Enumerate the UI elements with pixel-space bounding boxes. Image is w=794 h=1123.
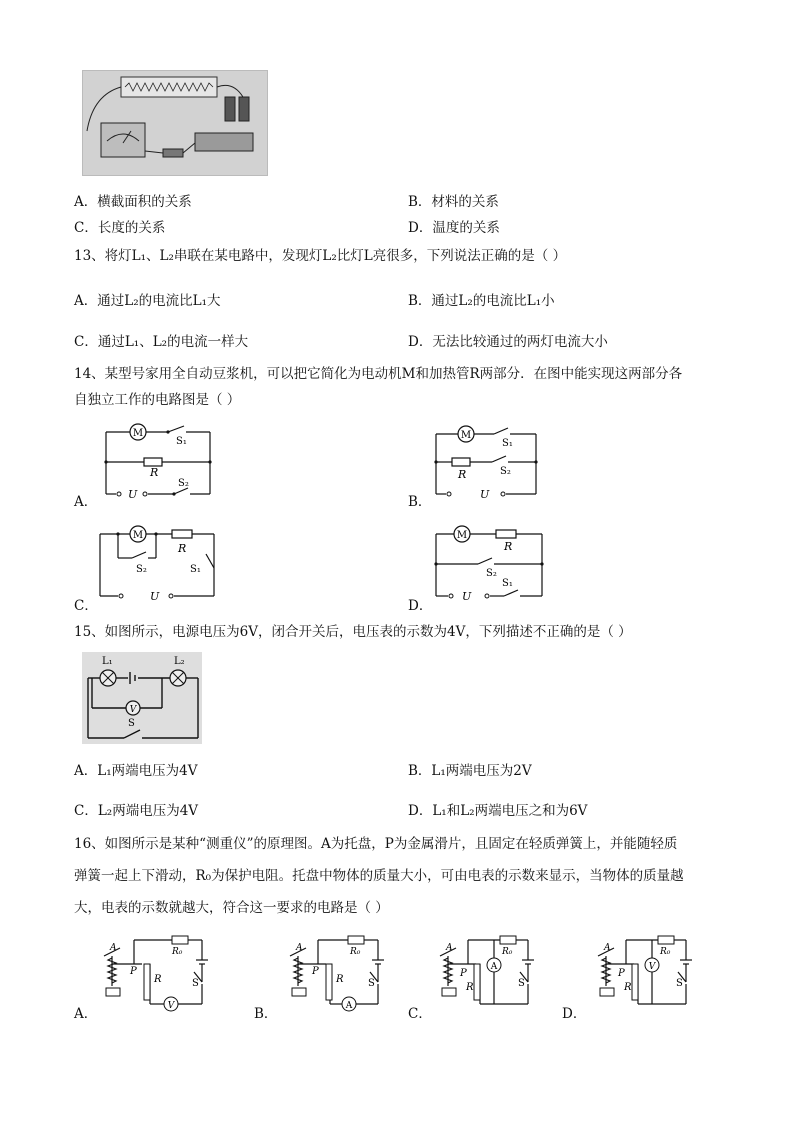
- q14-circuit-b: [430, 424, 542, 502]
- q12-option-c: C．长度的关系: [74, 220, 166, 236]
- q16-circuit-a: [96, 934, 216, 1018]
- svg-text:R: R: [178, 542, 187, 555]
- svg-text:S: S: [518, 978, 525, 989]
- q16-circuit-b: [282, 934, 392, 1018]
- svg-text:A: A: [110, 943, 117, 953]
- svg-text:L₁: L₁: [102, 656, 113, 667]
- q14-label-c: C．: [74, 598, 98, 614]
- q16-stem-line3: 大，电表的示数就越大，符合这一要求的电路是（ ）: [74, 900, 389, 916]
- q15-circuit-photo: [82, 652, 202, 744]
- motor-label: M: [132, 428, 144, 439]
- q14-circuit-c: [92, 522, 222, 602]
- q12-option-d: D．温度的关系: [408, 220, 500, 236]
- q12-option-a: A．横截面积的关系: [74, 194, 192, 210]
- q16-circuit-d: [590, 934, 700, 1018]
- q15-option-d: D．L₁和L₂两端电压之和为6V: [408, 803, 588, 819]
- svg-text:R₀: R₀: [660, 947, 671, 957]
- svg-text:U: U: [150, 590, 160, 602]
- svg-text:R: R: [466, 982, 474, 993]
- svg-text:A: A: [490, 962, 498, 972]
- svg-text:V: V: [648, 962, 656, 972]
- q16-label-b: B．: [254, 1006, 278, 1022]
- switch-s2-label: S₂: [178, 478, 189, 489]
- svg-text:L₂: L₂: [174, 656, 185, 667]
- q13-option-a: A．通过L₂的电流比L₁大: [74, 293, 221, 309]
- q16-stem-line2: 弹簧一起上下滑动，R₀为保护电阻。托盘中物体的质量大小，可由电表的示数来显示，当物体的质量越: [74, 868, 684, 884]
- q14-label-d: D．: [408, 598, 433, 614]
- svg-text:V: V: [129, 705, 137, 715]
- svg-text:S₁: S₁: [502, 578, 513, 589]
- q13-option-c: C．通过L₁、L₂的电流一样大: [74, 334, 249, 350]
- q14-label-a: A．: [74, 494, 98, 510]
- q16-label-a: A．: [74, 1006, 98, 1022]
- svg-text:P: P: [130, 966, 137, 977]
- q14-stem-line2: 自独立工作的电路图是（ ）: [74, 392, 241, 408]
- q13-stem: 13、将灯L₁、L₂串联在某电路中，发现灯L₂比灯L亮很多，下列说法正确的是（ ）: [74, 248, 567, 264]
- svg-text:S₂: S₂: [136, 564, 147, 575]
- svg-text:U: U: [480, 488, 490, 501]
- switch-s1-label: S₁: [176, 436, 187, 447]
- q16-label-d: D．: [562, 1006, 587, 1022]
- svg-text:R: R: [336, 974, 344, 985]
- q15-option-a: A．L₁两端电压为4V: [74, 763, 198, 779]
- svg-text:S: S: [676, 978, 683, 989]
- svg-text:P: P: [312, 966, 319, 977]
- svg-text:R₀: R₀: [350, 947, 361, 957]
- q13-option-d: D．无法比较通过的两灯电流大小: [408, 334, 608, 350]
- svg-text:P: P: [618, 968, 625, 979]
- q14-stem-line1: 14、某型号家用全自动豆浆机，可以把它简化为电动机M和加热管R两部分．在图中能实现这两部分各: [74, 366, 683, 382]
- svg-text:R₀: R₀: [172, 947, 183, 957]
- svg-text:R: R: [458, 468, 467, 481]
- q15-stem: 15、如图所示，电源电压为6V，闭合开关后，电压表的示数为4V，下列描述不正确的是（ ）: [74, 624, 632, 640]
- resistor-label: R: [150, 466, 159, 479]
- q14-circuit-d: [430, 522, 548, 602]
- q14-label-b: B．: [408, 494, 432, 510]
- q16-label-c: C．: [408, 1006, 432, 1022]
- q12-option-b: B．材料的关系: [408, 194, 499, 210]
- svg-text:M: M: [132, 530, 144, 541]
- svg-text:S₁: S₁: [190, 564, 201, 575]
- q15-option-b: B．L₁两端电压为2V: [408, 763, 532, 779]
- svg-text:R₀: R₀: [502, 947, 513, 957]
- q13-option-b: B．通过L₂的电流比L₁小: [408, 293, 555, 309]
- q16-circuit-c: [432, 934, 542, 1018]
- svg-text:P: P: [460, 968, 467, 979]
- svg-text:R: R: [504, 540, 513, 553]
- svg-text:A: A: [345, 1001, 353, 1011]
- q16-stem-line1: 16、如图所示是某种“测重仪”的原理图。A为托盘，P为金属滑片，且固定在轻质弹簧上，并能随轻质: [74, 836, 678, 852]
- svg-text:S: S: [368, 978, 375, 989]
- svg-text:M: M: [460, 430, 472, 441]
- svg-text:A: A: [296, 943, 303, 953]
- svg-text:S₁: S₁: [502, 438, 513, 449]
- experiment-apparatus-photo: [82, 70, 268, 176]
- svg-text:R: R: [154, 974, 162, 985]
- svg-text:S: S: [128, 718, 135, 729]
- svg-text:R: R: [624, 982, 632, 993]
- svg-text:S₂: S₂: [486, 568, 497, 579]
- svg-text:A: A: [446, 943, 453, 953]
- svg-text:U: U: [462, 590, 472, 602]
- svg-text:V: V: [167, 1001, 175, 1011]
- svg-text:S: S: [192, 978, 199, 989]
- q15-option-c: C．L₂两端电压为4V: [74, 803, 199, 819]
- voltage-label: U: [128, 488, 138, 501]
- svg-text:M: M: [456, 530, 468, 541]
- svg-text:A: A: [604, 943, 611, 953]
- q14-circuit-a: [98, 422, 218, 502]
- svg-text:S₂: S₂: [500, 466, 511, 477]
